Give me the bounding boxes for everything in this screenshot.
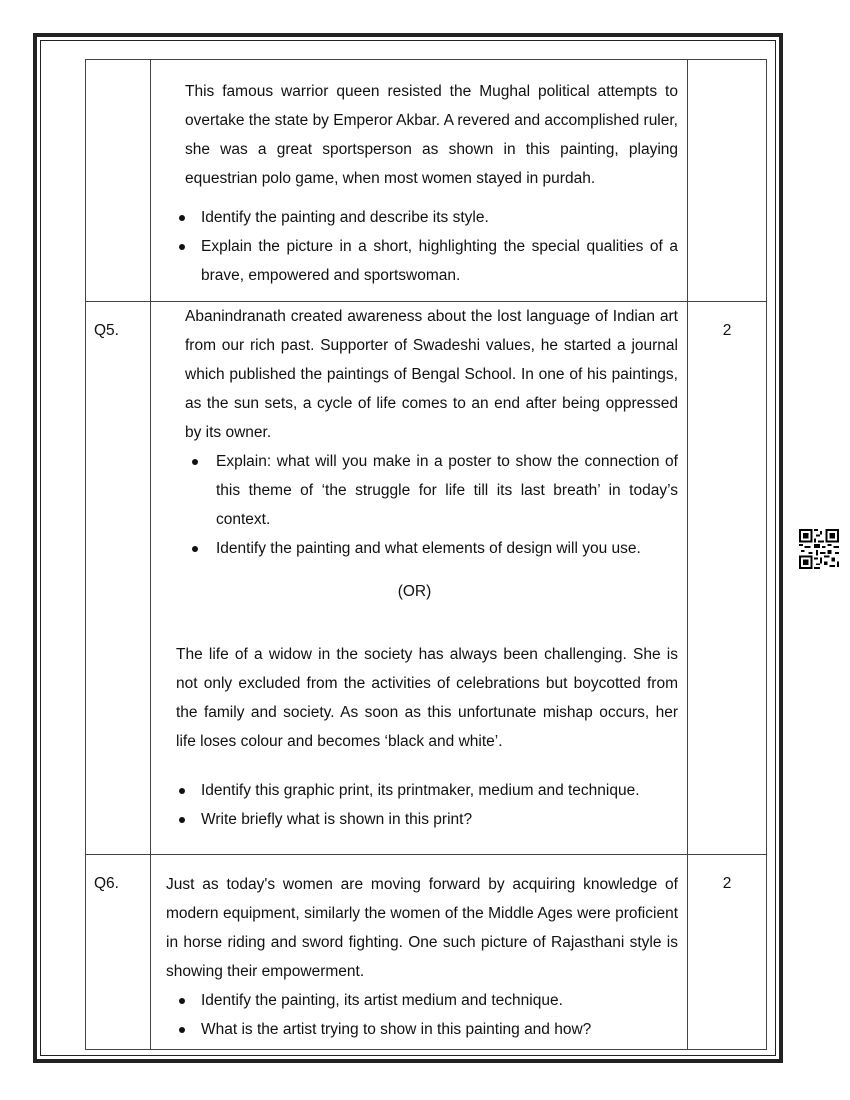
- question-marks: 2: [688, 855, 767, 1050]
- alternate-bullets: [151, 776, 678, 834]
- bullet-item: Explain the picture in a short, highlighting the special qualities of a brave, empowered and sportswoman.: [151, 232, 678, 290]
- question-number: Q6.: [86, 855, 151, 1050]
- qr-code-icon: [799, 529, 839, 569]
- bullet-item: Identify the painting, its artist medium and technique.: [151, 986, 678, 1015]
- question-body: [151, 60, 688, 302]
- bullet-item: Explain: what will you make in a poster to show the connection of this theme of ‘the struggle for life till its last breath’ in today’s context.: [151, 447, 678, 534]
- question-bullets: [151, 447, 678, 563]
- bullet-item: Identify the painting and describe its style.: [151, 203, 678, 232]
- question-row-q6: [86, 855, 767, 1050]
- question-bullets: [151, 203, 678, 290]
- question-body: [151, 302, 688, 855]
- question-intro: Just as today's women are moving forward by acquiring knowledge of modern equipment, similarly the women of the Middle Ages were proficient in horse riding and sword fighting. One such picture of Rajasthani style is showing their empowerment.: [166, 876, 678, 980]
- bullet-item: Write briefly what is shown in this print?: [151, 805, 678, 834]
- bullet-item: Identify the painting and what elements of design will you use.: [151, 534, 678, 563]
- question-row-continued: [86, 60, 767, 302]
- question-row-q5: [86, 302, 767, 855]
- bullet-item: Identify this graphic print, its printmaker, medium and technique.: [151, 776, 678, 805]
- question-number: Q5.: [86, 302, 151, 855]
- question-body: [151, 855, 688, 1050]
- or-separator: (OR): [397, 583, 432, 600]
- question-marks: 2: [688, 302, 767, 855]
- question-number: [86, 60, 151, 302]
- question-marks: [688, 60, 767, 302]
- question-table: [85, 59, 767, 1050]
- question-intro: Abanindranath created awareness about the lost language of Indian art from our rich past. Supporter of Swadeshi values, he started a journal which published the paintings of Bengal School. In one of his paintings, as the sun sets, a cycle of life comes to an end after being oppressed by its owner.: [185, 308, 678, 441]
- bullet-item: What is the artist trying to show in this painting and how?: [151, 1015, 678, 1044]
- question-intro: This famous warrior queen resisted the Mughal political attempts to overtake the state by Emperor Akbar. A revered and accomplished ruler, she was a great sportsperson as shown in this painting, playing equestrian polo game, when most women stayed in purdah.: [185, 83, 678, 187]
- alternate-intro: The life of a widow in the society has always been challenging. She is not only excluded from the activities of celebrations but boycotted from the family and society. As soon as this unfortunate mishap occurs, her life loses colour and becomes ‘black and white’.: [176, 646, 678, 750]
- question-bullets: [151, 986, 678, 1044]
